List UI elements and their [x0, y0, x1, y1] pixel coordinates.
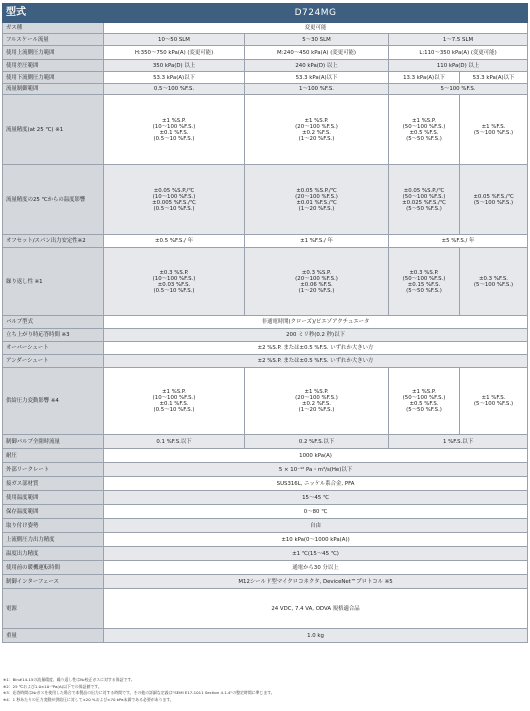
row-value: 通電から30 分以上 — [104, 561, 528, 575]
table-row — [3, 60, 528, 72]
row-label: 流量制御範囲 — [3, 84, 104, 95]
table-row — [3, 547, 528, 561]
row-value: 5〜100 %F.S. — [389, 84, 528, 95]
row-value: ±1 %S.P. (20〜100 %F.S.) ±0.2 %F.S. (1〜20 %F.S.) — [245, 95, 389, 165]
row-label: アンダーシュート — [3, 355, 104, 368]
row-value: 350 kPa(D) 以上 — [104, 60, 245, 72]
row-label: 温度出力精度 — [3, 547, 104, 561]
table-row — [3, 519, 528, 533]
row-label: 使用前の暖機運転時間 — [3, 561, 104, 575]
row-value: ±1 %S.P. (50〜100 %F.S.) ±0.5 %F.S. (5〜50 %F.S.) — [389, 368, 460, 435]
row-label: 使用下流側圧力範囲 — [3, 72, 104, 84]
row-value: 0.5〜100 %F.S. — [104, 84, 245, 95]
table-row — [3, 84, 528, 95]
table-row — [3, 23, 528, 34]
table-row — [3, 575, 528, 589]
row-label: 繰り返し性 ※1 — [3, 248, 104, 316]
row-label: 耐圧 — [3, 449, 104, 463]
row-value: ±1 %F.S./ 年 — [245, 235, 389, 248]
row-value: 0.2 %F.S.以下 — [245, 435, 389, 449]
row-label: オーバーシュート — [3, 342, 104, 355]
table-header-row — [3, 4, 528, 23]
row-value: ±1 %S.P. (10〜100 %F.S.) ±0.1 %F.S. (0.5〜10 %F.S.) — [104, 368, 245, 435]
row-value: ±2 %S.P. または±0.5 %F.S. いずれか大きい方 — [104, 355, 528, 368]
row-value: ±1 ℃(15〜45 ℃) — [104, 547, 528, 561]
row-value: 5 × 10⁻¹² Pa・m³/s(He)以下 — [104, 463, 528, 477]
row-value: ±0.05 %S.P./℃ (50〜100 %F.S.) ±0.025 %F.S./℃ (5〜50 %F.S.) — [389, 165, 460, 235]
table-row — [3, 533, 528, 547]
row-value: 53.3 kPa(A)以下 — [460, 72, 528, 84]
row-value: 1〜100 %F.S. — [245, 84, 389, 95]
row-label: 保存温度範囲 — [3, 505, 104, 519]
row-label: 接ガス部材質 — [3, 477, 104, 491]
table-row — [3, 368, 528, 435]
row-label: 取り付け姿勢 — [3, 519, 104, 533]
table-row — [3, 342, 528, 355]
row-label: バルブ型式 — [3, 316, 104, 329]
row-label: ガス種 — [3, 23, 104, 34]
footnotes — [3, 677, 527, 703]
row-value: M12シールド型マイクロコネクタ, DeviceNet™プロトコル ※5 — [104, 575, 528, 589]
row-value: 非通電時開(クローズ)/ピエゾアクチュエータ — [104, 316, 528, 329]
row-value: ±0.3 %S.P. (10〜100 %F.S.) ±0.03 %F.S. (0.5〜10 %F.S.) — [104, 248, 245, 316]
row-value: H:350〜750 kPa(A) (変更可能) — [104, 46, 245, 60]
row-value: ±0.3 %S.P. (50〜100 %F.S.) ±0.15 %F.S. (5〜50 %F.S.) — [389, 248, 460, 316]
row-value: ±5 %F.S./ 年 — [389, 235, 528, 248]
table-row — [3, 316, 528, 329]
row-value: 5〜30 SLM — [245, 34, 389, 46]
row-label: 外部リークレート — [3, 463, 104, 477]
row-value: 0.1 %F.S.以下 — [104, 435, 245, 449]
table-row — [3, 95, 528, 165]
footnote: ※1：Bin#14-15の流量精度、繰り返し性はN₂校正ガスに対する保証です。 — [3, 677, 135, 682]
row-label: 流量精度(at 25 ℃) ※1 — [3, 95, 104, 165]
row-value: ±1 %S.P. (20〜100 %F.S.) ±0.2 %F.S. (1〜20 %F.S.) — [245, 368, 389, 435]
row-value: 240 kPa(D) 以上 — [245, 60, 389, 72]
table-row — [3, 165, 528, 235]
row-value: 53.3 kPa(A)以下 — [104, 72, 245, 84]
table-row — [3, 477, 528, 491]
model-name: D724MG — [104, 4, 528, 23]
row-label: 使用差圧範囲 — [3, 60, 104, 72]
row-value: 1〜7.5 SLM — [389, 34, 528, 46]
footnote: ※2：25 ℃および1.0×10⁻¹Pa(A)以下での保証値です。 — [3, 683, 102, 689]
row-value: ±10 kPa(0〜1000 kPa(A)) — [104, 533, 528, 547]
row-label: 使用上流側圧力範囲 — [3, 46, 104, 60]
table-row — [3, 329, 528, 342]
row-value: 1 %F.S.以下 — [389, 435, 528, 449]
row-value: 10〜50 SLM — [104, 34, 245, 46]
row-value: ±1 %S.P. (50〜100 %F.S.) ±0.5 %F.S. (5〜50 %F.S.) — [389, 95, 460, 165]
table-row — [3, 235, 528, 248]
row-label: 電源 — [3, 589, 104, 629]
row-value: 0〜80 ℃ — [104, 505, 528, 519]
row-value: 1000 kPa(A) — [104, 449, 528, 463]
row-value: 15〜45 ℃ — [104, 491, 528, 505]
row-value: ±0.05 %S.P./℃ (10〜100 %F.S.) ±0.005 %F.S./℃ (0.5〜10 %F.S.) — [104, 165, 245, 235]
row-value: ±0.3 %S.P. (20〜100 %F.S.) ±0.06 %F.S. (1〜20 %F.S.) — [245, 248, 389, 316]
row-label: フルスケール流量 — [3, 34, 104, 46]
row-label: 流量精度の25 ℃からの温度影響 — [3, 165, 104, 235]
table-row — [3, 46, 528, 60]
row-value: ±1 %S.P. (10〜100 %F.S.) ±0.1 %F.S. (0.5〜10 %F.S.) — [104, 95, 245, 165]
row-label: 重量 — [3, 629, 104, 643]
footnote: ※4：1 秒あたりの圧力変動が供給圧に対して±20 %および±70 kPa未満である必要があります。 — [3, 696, 174, 702]
row-value: ±1 %F.S. (5〜100 %F.S.) — [460, 95, 528, 165]
table-row — [3, 72, 528, 84]
spec-table — [2, 3, 528, 643]
table-row — [3, 505, 528, 519]
row-value: 200 ミリ秒(0.2 秒)以下 — [104, 329, 528, 342]
model-header-label: 型式 — [3, 4, 104, 23]
row-value: 変更可能 — [104, 23, 528, 34]
table-row — [3, 248, 528, 316]
table-row — [3, 491, 528, 505]
row-value: 13.3 kPa(A)以下 — [389, 72, 460, 84]
table-row — [3, 589, 528, 629]
row-value: ±0.05 %S.P./℃ (20〜100 %F.S.) ±0.01 %F.S./℃ (1〜20 %F.S.) — [245, 165, 389, 235]
table-row — [3, 34, 528, 46]
row-value: 24 VDC, 7.4 VA, ODVA 規格適合品 — [104, 589, 528, 629]
row-value: ±1 %F.S. (5〜100 %F.S.) — [460, 368, 528, 435]
row-label: 制御インターフェース — [3, 575, 104, 589]
row-value: M:240〜450 kPa(A) (変更可能) — [245, 46, 389, 60]
row-value: 1.0 kg — [104, 629, 528, 643]
row-label: 立ち上がり時応答時間 ※3 — [3, 329, 104, 342]
row-value: 110 kPa(D) 以上 — [389, 60, 528, 72]
row-value: L:110〜350 kPa(A) (変更可能) — [389, 46, 528, 60]
row-value: 自由 — [104, 519, 528, 533]
row-value: ±0.5 %F.S./ 年 — [104, 235, 245, 248]
table-row — [3, 435, 528, 449]
table-row — [3, 463, 528, 477]
row-value: SUS316L, ニッケル系合金, PFA — [104, 477, 528, 491]
row-label: 上流側圧力出力精度 — [3, 533, 104, 547]
row-value: ±2 %S.P. または±0.5 %F.S. いずれか大きい方 — [104, 342, 528, 355]
row-label: 供給圧力変動影響 ※4 — [3, 368, 104, 435]
table-row — [3, 561, 528, 575]
row-value: 53.3 kPa(A)以下 — [245, 72, 389, 84]
row-label: 使用温度範囲 — [3, 491, 104, 505]
row-value: ±0.3 %F.S. (5〜100 %F.S.) — [460, 248, 528, 316]
footnote: ※3：応答時間はN₂ガスを使用した場合で本製品の出力に対する時間です。その他の詳細な定義は"SEMI E17-1011 Section 4.1.4"の整定時間に準じます。 — [3, 690, 275, 696]
table-row — [3, 449, 528, 463]
table-row — [3, 629, 528, 643]
row-label: オフセット/スパン出力安定性※2 — [3, 235, 104, 248]
row-value: ±0.05 %F.S./℃ (5〜100 %F.S.) — [460, 165, 528, 235]
table-row — [3, 355, 528, 368]
row-label: 制御バルブ全閉時流量 — [3, 435, 104, 449]
